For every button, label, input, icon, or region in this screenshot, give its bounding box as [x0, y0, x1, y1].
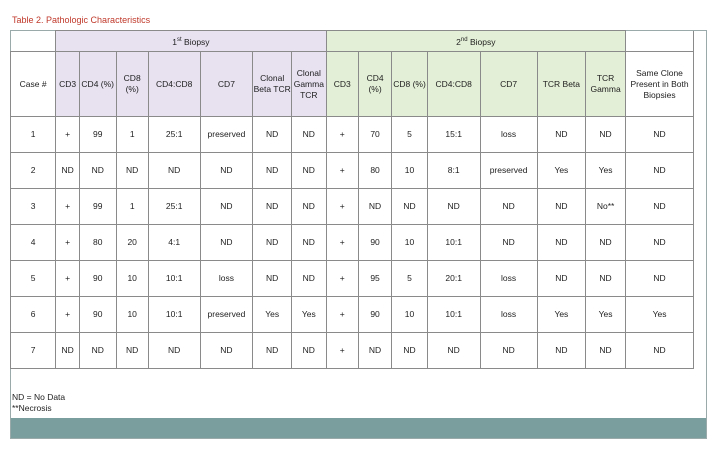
table-row: [11, 117, 694, 153]
table-cell: 15:1: [427, 117, 480, 153]
table-cell: 4:1: [148, 225, 200, 261]
table-row: [11, 333, 694, 369]
group-header-biopsy1: 1st Biopsy: [56, 31, 326, 52]
footnote-nd: ND = No Data: [12, 392, 66, 402]
blank-header-right: [626, 31, 694, 52]
table-cell: preserved: [200, 297, 253, 333]
column-header: CD4:CD8: [148, 52, 200, 117]
table-cell: ND: [292, 333, 326, 369]
column-header: CD7: [480, 52, 537, 117]
table-cell: 5: [392, 117, 428, 153]
column-header: TCR Gamma: [586, 52, 626, 117]
table-cell: loss: [480, 297, 537, 333]
table-cell: ND: [586, 225, 626, 261]
table-cell: ND: [292, 225, 326, 261]
table-cell: +: [326, 117, 358, 153]
table-cell: ND: [253, 225, 292, 261]
table-cell: Yes: [292, 297, 326, 333]
table-cell: 99: [79, 117, 116, 153]
table-cell: ND: [427, 333, 480, 369]
table-cell: ND: [358, 189, 391, 225]
column-header: Clonal Beta TCR: [253, 52, 292, 117]
footnotes: [12, 392, 65, 414]
table-cell: 5: [11, 261, 56, 297]
table-cell: ND: [116, 153, 148, 189]
table-cell: 10:1: [148, 297, 200, 333]
table-cell: 10: [392, 297, 428, 333]
table-cell: ND: [480, 333, 537, 369]
table-cell: ND: [480, 225, 537, 261]
table-cell: ND: [292, 117, 326, 153]
table-cell: 70: [358, 117, 391, 153]
table-cell: 80: [79, 225, 116, 261]
column-header: CD3: [56, 52, 80, 117]
table-cell: +: [56, 117, 80, 153]
table-cell: ND: [586, 117, 626, 153]
table-cell: ND: [253, 117, 292, 153]
table-cell: ND: [427, 189, 480, 225]
table-cell: Yes: [537, 153, 585, 189]
table-cell: Yes: [586, 153, 626, 189]
table-cell: Yes: [626, 297, 694, 333]
table-cell: +: [326, 261, 358, 297]
table-cell: 10: [116, 297, 148, 333]
table-cell: 7: [11, 333, 56, 369]
table-cell: 5: [392, 261, 428, 297]
table-cell: ND: [537, 261, 585, 297]
table-cell: ND: [392, 333, 428, 369]
table-cell: 1: [116, 189, 148, 225]
table-cell: +: [326, 225, 358, 261]
table-cell: ND: [626, 333, 694, 369]
footnote-necrosis: **Necrosis: [12, 403, 52, 413]
table-cell: 10:1: [148, 261, 200, 297]
table-row: [11, 153, 694, 189]
table-cell: ND: [292, 153, 326, 189]
table-cell: 2: [11, 153, 56, 189]
table-cell: 90: [358, 297, 391, 333]
bottom-bar: [11, 418, 706, 438]
table-cell: ND: [200, 153, 253, 189]
column-header-row: [11, 52, 694, 117]
table-cell: ND: [253, 153, 292, 189]
table-cell: +: [326, 333, 358, 369]
column-header: CD4 (%): [79, 52, 116, 117]
table-cell: 95: [358, 261, 391, 297]
table-cell: ND: [358, 333, 391, 369]
table-cell: +: [56, 189, 80, 225]
table-cell: 90: [358, 225, 391, 261]
table-row: [11, 225, 694, 261]
table-cell: 10: [392, 225, 428, 261]
table-cell: 1: [11, 117, 56, 153]
table-cell: 8:1: [427, 153, 480, 189]
table-cell: +: [56, 297, 80, 333]
column-header: CD4 (%): [358, 52, 391, 117]
pathology-table: [10, 30, 694, 369]
table-cell: 20:1: [427, 261, 480, 297]
table-cell: ND: [626, 225, 694, 261]
table-cell: ND: [116, 333, 148, 369]
table-cell: 25:1: [148, 117, 200, 153]
table-cell: 25:1: [148, 189, 200, 225]
table-cell: ND: [626, 117, 694, 153]
table-cell: loss: [200, 261, 253, 297]
table-cell: ND: [253, 189, 292, 225]
table-cell: ND: [392, 189, 428, 225]
table-cell: 80: [358, 153, 391, 189]
table-cell: ND: [79, 153, 116, 189]
table-cell: 10: [116, 261, 148, 297]
table-cell: Yes: [537, 297, 585, 333]
table-cell: ND: [200, 225, 253, 261]
column-header: Case #: [11, 52, 56, 117]
column-header: CD8 (%): [116, 52, 148, 117]
table-cell: ND: [148, 153, 200, 189]
table-row: [11, 297, 694, 333]
table-cell: +: [326, 297, 358, 333]
table-cell: ND: [148, 333, 200, 369]
table-cell: 10:1: [427, 297, 480, 333]
column-header: CD3: [326, 52, 358, 117]
table-cell: +: [326, 153, 358, 189]
table-row: [11, 261, 694, 297]
table-cell: 99: [79, 189, 116, 225]
table-cell: ND: [537, 225, 585, 261]
table-cell: 1: [116, 117, 148, 153]
table-cell: ND: [56, 333, 80, 369]
table-cell: ND: [626, 261, 694, 297]
table-cell: ND: [586, 261, 626, 297]
table-cell: ND: [537, 333, 585, 369]
table-cell: 6: [11, 297, 56, 333]
column-header: CD8 (%): [392, 52, 428, 117]
table-cell: ND: [253, 261, 292, 297]
table-cell: ND: [292, 189, 326, 225]
table-cell: Yes: [586, 297, 626, 333]
table-cell: ND: [626, 153, 694, 189]
table-cell: ND: [79, 333, 116, 369]
table-row: [11, 189, 694, 225]
table-cell: ND: [586, 333, 626, 369]
table-cell: 90: [79, 297, 116, 333]
table-cell: +: [56, 261, 80, 297]
table-cell: loss: [480, 117, 537, 153]
column-header: CD4:CD8: [427, 52, 480, 117]
table-cell: loss: [480, 261, 537, 297]
table-cell: ND: [200, 189, 253, 225]
table-cell: ND: [480, 189, 537, 225]
table-cell: ND: [253, 333, 292, 369]
table-title: Table 2. Pathologic Characteristics: [12, 15, 151, 25]
table-cell: +: [56, 225, 80, 261]
table-cell: 20: [116, 225, 148, 261]
table-cell: preserved: [200, 117, 253, 153]
table-cell: No**: [586, 189, 626, 225]
column-header: Clonal Gamma TCR: [292, 52, 326, 117]
table-cell: 10: [392, 153, 428, 189]
table-cell: ND: [292, 261, 326, 297]
table-cell: ND: [537, 117, 585, 153]
blank-header: [11, 31, 56, 52]
table-cell: 10:1: [427, 225, 480, 261]
table-cell: 3: [11, 189, 56, 225]
table-cell: Yes: [253, 297, 292, 333]
table-cell: 90: [79, 261, 116, 297]
table-cell: preserved: [480, 153, 537, 189]
table-cell: ND: [56, 153, 80, 189]
table-cell: ND: [200, 333, 253, 369]
table-cell: 4: [11, 225, 56, 261]
table-cell: ND: [537, 189, 585, 225]
column-header: CD7: [200, 52, 253, 117]
table-cell: +: [326, 189, 358, 225]
column-header: TCR Beta: [537, 52, 585, 117]
group-header-biopsy2: 2nd Biopsy: [326, 31, 625, 52]
column-header: Same Clone Present in Both Biopsies: [626, 52, 694, 117]
table-cell: ND: [626, 189, 694, 225]
